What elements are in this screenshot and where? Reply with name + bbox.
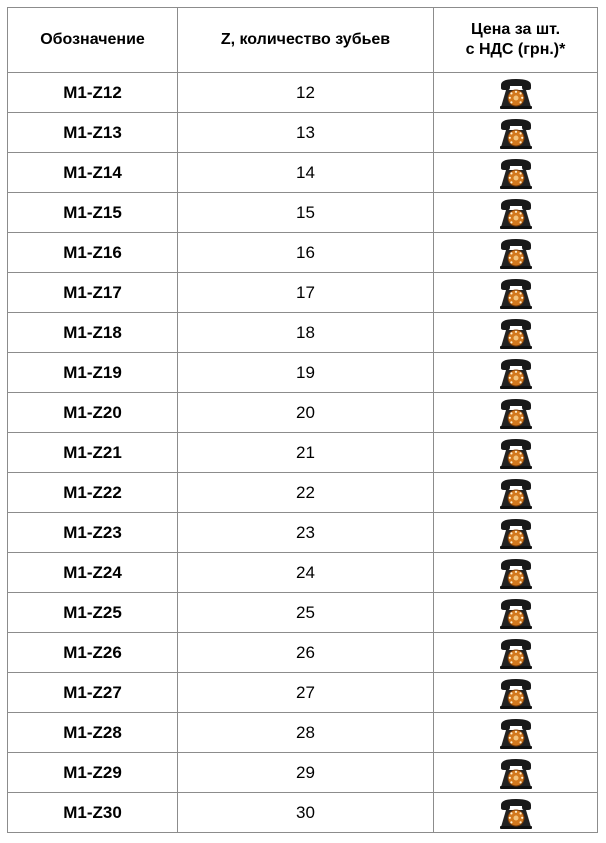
table-row	[8, 393, 598, 433]
teeth-count-cell: 30	[178, 793, 434, 833]
table-row	[8, 633, 598, 673]
designation-cell: M1-Z13	[8, 113, 178, 153]
price-cell	[434, 233, 598, 273]
rotary-phone-icon[interactable]	[496, 476, 536, 510]
table-row	[8, 753, 598, 793]
price-cell	[434, 473, 598, 513]
rotary-phone-icon[interactable]	[496, 396, 536, 430]
designation-cell: M1-Z30	[8, 793, 178, 833]
price-cell	[434, 393, 598, 433]
teeth-count-cell: 19	[178, 353, 434, 393]
price-cell	[434, 353, 598, 393]
table-row	[8, 593, 598, 633]
designation-cell: M1-Z12	[8, 73, 178, 113]
teeth-count-cell: 12	[178, 73, 434, 113]
table-row	[8, 553, 598, 593]
designation-cell: M1-Z17	[8, 273, 178, 313]
designation-cell: M1-Z28	[8, 713, 178, 753]
table-row	[8, 473, 598, 513]
table-row	[8, 673, 598, 713]
rotary-phone-icon[interactable]	[496, 276, 536, 310]
teeth-count-cell: 15	[178, 193, 434, 233]
gear-price-table	[7, 7, 598, 833]
designation-cell: M1-Z15	[8, 193, 178, 233]
price-cell	[434, 753, 598, 793]
teeth-count-cell: 28	[178, 713, 434, 753]
price-cell	[434, 553, 598, 593]
table-row	[8, 273, 598, 313]
price-cell	[434, 713, 598, 753]
teeth-count-cell: 25	[178, 593, 434, 633]
price-header-line2: с НДС (грн.)*	[465, 41, 566, 58]
teeth-count-cell: 24	[178, 553, 434, 593]
price-cell	[434, 513, 598, 553]
rotary-phone-icon[interactable]	[496, 356, 536, 390]
price-cell	[434, 673, 598, 713]
price-cell	[434, 793, 598, 833]
teeth-count-cell: 17	[178, 273, 434, 313]
rotary-phone-icon[interactable]	[496, 516, 536, 550]
price-header-line1: Цена за шт.	[470, 21, 561, 38]
teeth-count-cell: 26	[178, 633, 434, 673]
price-cell	[434, 73, 598, 113]
designation-cell: M1-Z16	[8, 233, 178, 273]
rotary-phone-icon[interactable]	[496, 236, 536, 270]
teeth-count-cell: 13	[178, 113, 434, 153]
teeth-count-cell: 14	[178, 153, 434, 193]
price-cell	[434, 433, 598, 473]
designation-cell: M1-Z14	[8, 153, 178, 193]
designation-cell: M1-Z19	[8, 353, 178, 393]
rotary-phone-icon[interactable]	[496, 796, 536, 830]
table-header-row	[8, 8, 598, 73]
teeth-count-cell: 20	[178, 393, 434, 433]
designation-cell: M1-Z20	[8, 393, 178, 433]
designation-cell: M1-Z18	[8, 313, 178, 353]
rotary-phone-icon[interactable]	[496, 316, 536, 350]
teeth-count-cell: 21	[178, 433, 434, 473]
rotary-phone-icon[interactable]	[496, 556, 536, 590]
rotary-phone-icon[interactable]	[496, 716, 536, 750]
price-cell	[434, 153, 598, 193]
rotary-phone-icon[interactable]	[496, 676, 536, 710]
teeth-count-cell: 18	[178, 313, 434, 353]
designation-cell: M1-Z21	[8, 433, 178, 473]
designation-cell: M1-Z27	[8, 673, 178, 713]
teeth-count-header: Z, количество зубьев	[178, 8, 434, 73]
rotary-phone-icon[interactable]	[496, 596, 536, 630]
rotary-phone-icon[interactable]	[496, 76, 536, 110]
price-cell	[434, 313, 598, 353]
price-cell	[434, 273, 598, 313]
designation-cell: M1-Z25	[8, 593, 178, 633]
table-row	[8, 193, 598, 233]
table-row	[8, 313, 598, 353]
price-cell	[434, 593, 598, 633]
table-row	[8, 73, 598, 113]
designation-cell: M1-Z26	[8, 633, 178, 673]
rotary-phone-icon[interactable]	[496, 156, 536, 190]
rotary-phone-icon[interactable]	[496, 436, 536, 470]
teeth-count-cell: 29	[178, 753, 434, 793]
teeth-count-cell: 27	[178, 673, 434, 713]
rotary-phone-icon[interactable]	[496, 636, 536, 670]
table-row	[8, 713, 598, 753]
rotary-phone-icon[interactable]	[496, 756, 536, 790]
designation-cell: M1-Z29	[8, 753, 178, 793]
table-row	[8, 113, 598, 153]
teeth-count-cell: 22	[178, 473, 434, 513]
designation-cell: M1-Z24	[8, 553, 178, 593]
table-row	[8, 513, 598, 553]
rotary-phone-icon[interactable]	[496, 116, 536, 150]
table-row	[8, 353, 598, 393]
designation-cell: M1-Z23	[8, 513, 178, 553]
teeth-count-cell: 16	[178, 233, 434, 273]
price-cell	[434, 113, 598, 153]
teeth-count-cell: 23	[178, 513, 434, 553]
table-row	[8, 153, 598, 193]
designation-header: Обозначение	[8, 8, 178, 73]
price-cell	[434, 193, 598, 233]
rotary-phone-icon[interactable]	[496, 196, 536, 230]
price-cell	[434, 633, 598, 673]
price-header	[434, 8, 598, 73]
table-body	[8, 73, 598, 833]
designation-cell: M1-Z22	[8, 473, 178, 513]
table-row	[8, 793, 598, 833]
table-row	[8, 433, 598, 473]
table-row	[8, 233, 598, 273]
